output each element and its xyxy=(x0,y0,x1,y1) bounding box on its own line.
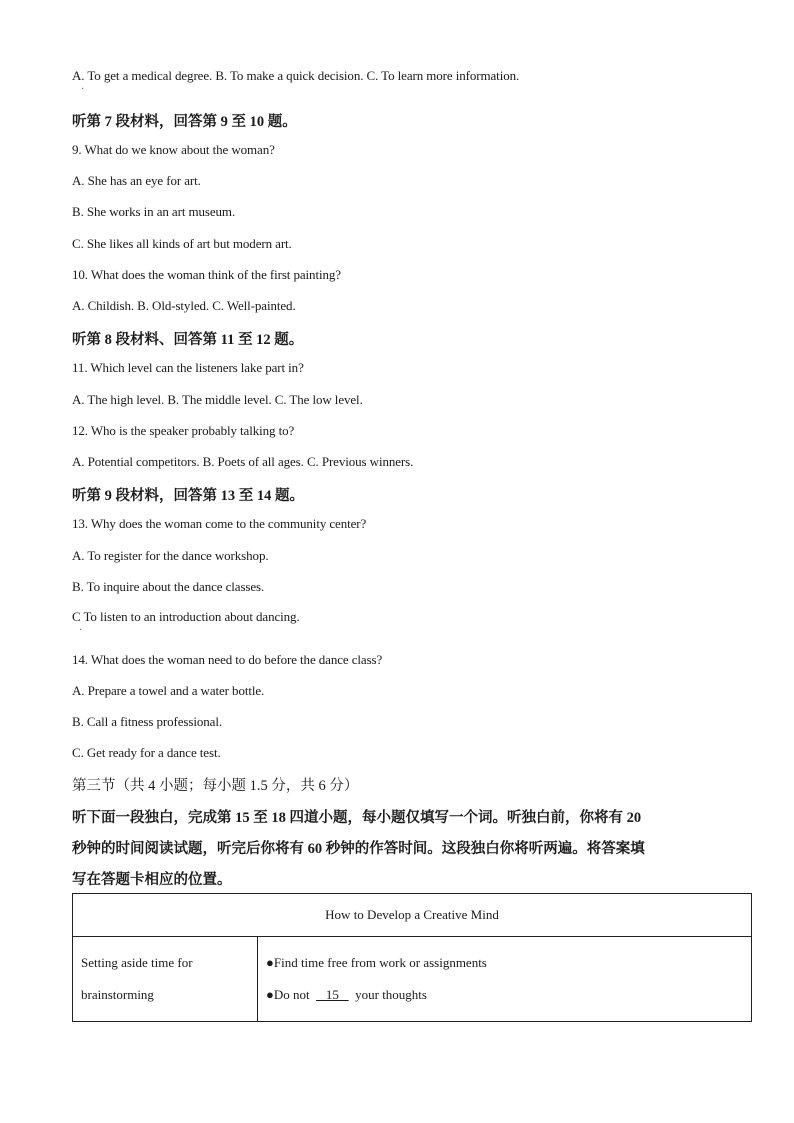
question-9-option-b: B. She works in an art museum. xyxy=(72,204,236,219)
notes-table xyxy=(72,893,752,1022)
question-11: 11. Which level can the listeners lake part in? xyxy=(72,360,304,375)
section-heading-7: 听第 7 段材料，回答第 9 至 10 题。 xyxy=(72,114,297,130)
table-title: How to Develop a Creative Mind xyxy=(73,894,752,937)
section-3-heading: 第三节（共 4 小题；每小题 1.5 分，共 6 分） xyxy=(72,778,359,794)
answer-blank-15[interactable]: 15 xyxy=(316,987,349,1002)
question-9-option-c: C. She likes all kinds of art but modern art. xyxy=(72,236,292,251)
instruction-line-3: 写在答题卡相应的位置。 xyxy=(72,872,232,888)
table-row-heading xyxy=(73,937,258,1022)
section-heading-9: 听第 9 段材料，回答第 13 至 14 题。 xyxy=(72,488,304,504)
question-11-options: A. The high level. B. The middle level. C. The low level. xyxy=(72,392,363,407)
bullet-find-time: ●Find time free from work or assignments xyxy=(266,955,487,970)
question-14-option-c: C. Get ready for a dance test. xyxy=(72,745,221,760)
row-heading-line-2: brainstorming xyxy=(81,987,154,1002)
question-14: 14. What does the woman need to do before the dance class? xyxy=(72,652,383,667)
question-9: 9. What do we know about the woman? xyxy=(72,142,275,157)
question-10: 10. What does the woman think of the first painting? xyxy=(72,267,341,282)
bullet-do-not-suffix: your thoughts xyxy=(348,987,427,1002)
decorative-dot: · xyxy=(79,625,83,636)
question-13: 13. Why does the woman come to the community center? xyxy=(72,516,367,531)
question-14-option-b: B. Call a fitness professional. xyxy=(72,714,222,729)
question-12-options: A. Potential competitors. B. Poets of all ages. C. Previous winners. xyxy=(72,454,414,469)
instruction-line-1: 听下面一段独白，完成第 15 至 18 四道小题，每小题仅填写一个词。听独白前，你将有 20 xyxy=(72,810,642,826)
question-13-option-c: C To listen to an introduction about dancing. xyxy=(72,609,300,624)
row-heading-line-1: Setting aside time for xyxy=(81,955,193,970)
question-13-option-a: A. To register for the dance workshop. xyxy=(72,548,269,563)
question-12: 12. Who is the speaker probably talking to? xyxy=(72,423,295,438)
question-9-option-a: A. She has an eye for art. xyxy=(72,173,201,188)
table-row-content xyxy=(258,937,752,1022)
decorative-dot: · xyxy=(81,84,85,95)
instruction-line-2: 秒钟的时间阅读试题，听完后你将有 60 秒钟的作答时间。这段独白你将听两遍。将答案填 xyxy=(72,841,645,857)
question-10-options: A. Childish. B. Old-styled. C. Well-painted. xyxy=(72,298,296,313)
bullet-do-not xyxy=(266,979,743,1011)
question-13-option-b: B. To inquire about the dance classes. xyxy=(72,579,265,594)
question-8-options: A. To get a medical degree. B. To make a quick decision. C. To learn more information. xyxy=(72,68,520,83)
section-heading-8: 听第 8 段材料、回答第 11 至 12 题。 xyxy=(72,332,304,348)
bullet-do-not-prefix: ●Do not xyxy=(266,987,317,1002)
question-14-option-a: A. Prepare a towel and a water bottle. xyxy=(72,683,265,698)
